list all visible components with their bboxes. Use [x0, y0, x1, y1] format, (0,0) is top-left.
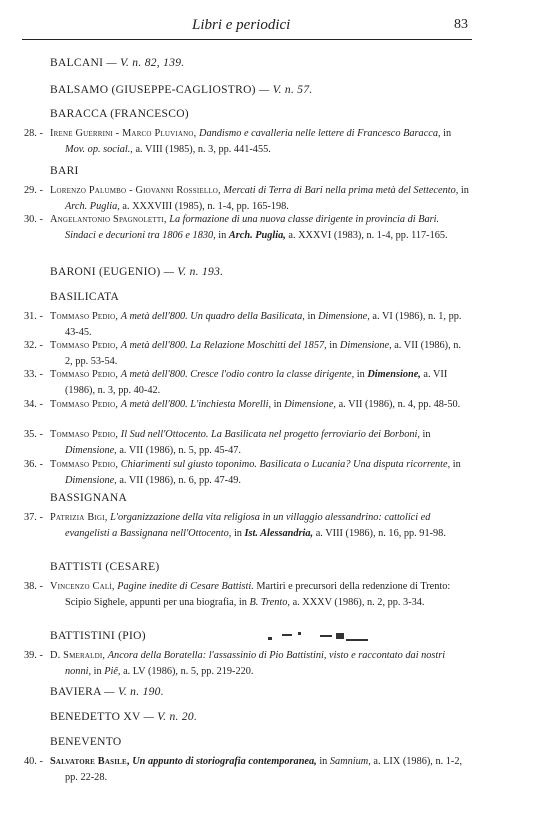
heading-balcani — [50, 57, 184, 69]
entry-title: Dandismo e cavalleria nelle lettere di Francesco Baracca, — [199, 128, 441, 139]
entry-text — [50, 183, 470, 215]
entry-authors: Salvatore Basile, — [50, 756, 130, 767]
entry-text — [50, 126, 470, 158]
heading-baroni — [50, 266, 223, 278]
entry-in: in — [422, 429, 431, 440]
entry-details: a. VII (1986), n. 5, pp. 45-47. — [119, 444, 241, 456]
entry-details: a. VII (1986), n. 4, pp. 48-50. — [338, 399, 461, 410]
heading-name: BARACCA (FRANCESCO) — [50, 108, 189, 120]
heading-name: BASILICATA — [50, 291, 120, 303]
entry-journal: Dimensione, — [367, 369, 421, 380]
entry-journal: Piê, — [104, 665, 121, 677]
entry-details: a. XXXV (1986), n. 2, pp. 3-34. — [292, 596, 425, 608]
entry-journal: Dimensione, — [339, 340, 392, 351]
entry-title: Chiarimenti sul giusto toponimo. Basilicata o Lucania? Una disputa ricorrente, — [120, 459, 451, 470]
entry-details: a. LIX (1986), n. 1-2, pp. 22-28. — [65, 756, 463, 783]
entry-number: 38. - — [24, 581, 43, 592]
entry-text — [50, 397, 470, 413]
entry-journal: Arch. Puglia, — [65, 200, 120, 212]
heading-name: BARONI (EUGENIO) — [50, 266, 161, 278]
entry-details: a. XXXVI (1983), n. 1-4, pp. 117-165. — [288, 229, 448, 241]
ink-smudge — [262, 630, 382, 644]
entry-details: a. VII (1986), n. 2, pp. 53-54. — [65, 340, 461, 367]
heading-name: BALSAMO (GIUSEPPE-CAGLIOSTRO) — [50, 84, 256, 96]
heading-basilicata — [50, 291, 119, 303]
running-header — [22, 17, 472, 43]
entry-text — [50, 212, 470, 244]
entry-authors: Lorenzo Palumbo - Giovanni Rossiello, — [50, 185, 221, 196]
heading-name: BATTISTINI (PIO) — [50, 630, 146, 642]
heading-name: BENEDETTO XV — [50, 711, 141, 723]
entry-in: in — [93, 665, 102, 677]
heading-ref: — V. n. 20. — [143, 711, 198, 723]
entry-authors: Tommaso Pedio, — [50, 399, 119, 410]
page-number: 83 — [454, 17, 468, 32]
heading-ref: — V. n. 190. — [104, 686, 164, 698]
entry-in: in — [233, 527, 242, 539]
heading-ref: — V. n. 193. — [163, 266, 224, 278]
entry-title: La formazione di una nuova classe dirigente in provincia di Bari. Sindaci e decurioni tra 1806 e 1830, — [65, 214, 440, 241]
entry-title: Mercati di Terra di Bari nella prima metà del Settecento, — [223, 185, 459, 196]
heading-benevento — [50, 736, 121, 748]
header-rule — [22, 39, 472, 40]
entry-text — [50, 309, 470, 341]
entry-details: a. LV (1986), n. 5, pp. 219-220. — [123, 665, 254, 677]
entry-journal: Dimensione, — [65, 474, 117, 486]
entry-journal: Dimensione, — [284, 399, 336, 410]
entry-title: A metà dell'800. La Relazione Moschitti del 1857, — [120, 340, 327, 351]
heading-battisti — [50, 561, 160, 573]
entry-title: Il Sud nell'Ottocento. La Basilicata nel progetto ferroviario dei Borboni, — [120, 429, 420, 440]
entry-authors: D. Smeraldi, — [50, 650, 106, 661]
entry-in: in — [329, 340, 338, 351]
entry-journal: Dimensione, — [318, 311, 370, 322]
heading-baracca — [50, 108, 189, 120]
heading-battistini — [50, 630, 146, 642]
heading-benedetto-xv — [50, 711, 197, 723]
entry-number: 40. - — [24, 756, 43, 767]
entry-in: in — [319, 756, 328, 767]
heading-name: BALCANI — [50, 57, 104, 69]
entry-in: in — [452, 459, 461, 470]
entry-journal: Ist. Alessandria, — [244, 527, 314, 539]
entry-text — [50, 648, 470, 680]
entry-title: L'organizzazione della vita religiosa in un villaggio alessandrino: cattolici ed evangelisti a Bassignana nell'Ottocento, — [65, 512, 431, 539]
entry-number: 37. - — [24, 512, 43, 523]
heading-balsamo — [50, 84, 313, 96]
entry-in: Martiri e precursori della redenzione di Trento: Scipio Sighele, appunti per una biografia, in — [65, 581, 451, 608]
entry-number: 31. - — [24, 311, 43, 322]
entry-authors: Tommaso Pedio, — [50, 459, 119, 470]
entry-text — [50, 579, 470, 611]
entry-in: in — [356, 369, 365, 380]
entry-authors: Patrizia Bigi, — [50, 512, 108, 523]
entry-number: 29. - — [24, 185, 43, 196]
heading-name: BENEVENTO — [50, 736, 122, 748]
entry-title: A metà dell'800. L'inchiesta Morelli, — [120, 399, 272, 410]
entry-text — [50, 457, 470, 489]
heading-bari — [50, 165, 79, 177]
entry-number: 35. - — [24, 429, 43, 440]
entry-in: in — [273, 399, 282, 410]
entry-authors: Vincenzo Calì, — [50, 581, 115, 592]
entry-number: 33. - — [24, 369, 43, 380]
entry-authors: Irene Guerrini - Marco Pluviano, — [50, 128, 197, 139]
entry-authors: Angelantonio Spagnoletti, — [50, 214, 167, 225]
entry-text — [50, 510, 470, 542]
entry-in: in — [460, 185, 469, 196]
heading-ref: — V. n. 82, 139. — [106, 57, 185, 69]
entry-text — [50, 367, 470, 399]
entry-title: A metà dell'800. Un quadro della Basilicata, — [120, 311, 305, 322]
entry-in: in — [443, 128, 452, 139]
entry-details: a. VIII (1986), n. 16, pp. 91-98. — [315, 527, 446, 539]
entry-number: 28. - — [24, 128, 43, 139]
heading-name: BAVIERA — [50, 686, 102, 698]
entry-details: a. XXXVIII (1985), n. 1-4, pp. 165-198. — [122, 200, 289, 212]
entry-number: 34. - — [24, 399, 43, 410]
entry-journal: B. Trento, — [249, 596, 290, 608]
entry-authors: Tommaso Pedio, — [50, 340, 119, 351]
heading-name: BASSIGNANA — [50, 492, 128, 504]
entry-details: a. VI (1986), n. 1, pp. 43-45. — [65, 311, 462, 338]
entry-title: Un appunto di storiografia contemporanea, — [132, 756, 317, 767]
entry-in: in — [307, 311, 316, 322]
entry-number: 36. - — [24, 459, 43, 470]
entry-journal: Samnium, — [329, 756, 371, 767]
entry-details: a. VIII (1985), n. 3, pp. 441-455. — [135, 143, 271, 155]
heading-name: BARI — [50, 165, 79, 177]
entry-journal: Dimensione, — [65, 444, 117, 456]
heading-baviera — [50, 686, 164, 698]
entry-number: 30. - — [24, 214, 43, 225]
entry-journal: Arch. Puglia, — [228, 229, 286, 241]
entry-authors: Tommaso Pedio, — [50, 311, 119, 322]
entry-title: Pagine inedite di Cesare Battisti. — [117, 581, 254, 592]
entry-title: A metà dell'800. Cresce l'odio contro la classe dirigente, — [120, 369, 355, 380]
heading-bassignana — [50, 492, 127, 504]
entry-number: 39. - — [24, 650, 43, 661]
entry-text — [50, 338, 470, 370]
heading-ref: — V. n. 57. — [259, 84, 313, 96]
entry-details: a. VII (1986), n. 6, pp. 47-49. — [119, 474, 241, 486]
entry-details: a. VII (1986), n. 3, pp. 40-42. — [65, 369, 448, 396]
entry-journal: Mov. op. social., — [65, 143, 133, 155]
entry-number: 32. - — [24, 340, 43, 351]
entry-text — [50, 427, 470, 459]
heading-name: BATTISTI (CESARE) — [50, 561, 160, 573]
running-title: Libri e periodici — [192, 17, 291, 33]
entry-authors: Tommaso Pedio, — [50, 369, 119, 380]
entry-in: in — [218, 229, 227, 241]
entry-authors: Tommaso Pedio, — [50, 429, 119, 440]
entry-text — [50, 754, 470, 786]
entry-title: Ancora della Boratella: l'assassinio di Pio Battistini, visto e raccontato dai nostri nonni, — [65, 650, 446, 677]
